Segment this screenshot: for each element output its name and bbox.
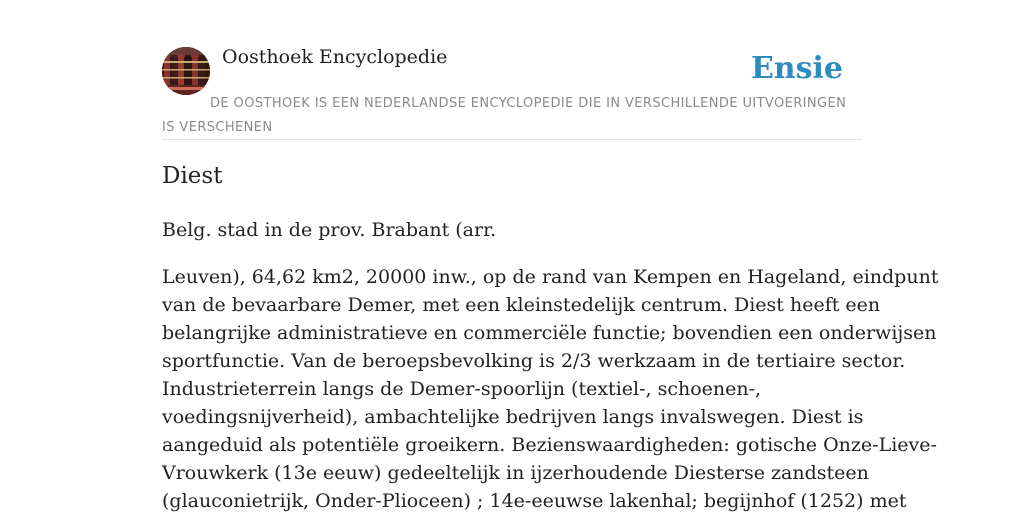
body-line: van de bevaarbare Demer, met een kleinstedelijk centrum. Diest heeft een [162, 294, 881, 316]
encyclopedia-books-icon[interactable] [162, 47, 210, 95]
avatar-image [162, 47, 210, 95]
body-line: belangrijke administratieve en commerciële functie; bovendien een onderwijsen [162, 322, 937, 344]
body-line: sportfunctie. Van de beroepsbevolking is 2/3 werkzaam in de tertiaire sector. [162, 350, 906, 372]
publication-header [162, 0, 862, 140]
article-intro: Belg. stad in de prov. Brabant (arr. [162, 219, 497, 241]
article-title: Diest [162, 163, 223, 189]
brand-logo[interactable]: Ensie [750, 51, 843, 86]
body-line: Industrieterrein langs de Demer-spoorlijn (textiel-, schoenen-, [162, 378, 762, 400]
publication-name[interactable]: Oosthoek Encyclopedie [222, 46, 448, 68]
body-line: aangeduid als potentiële groeikern. Bezienswaardigheden: gotische Onze-Lieve- [162, 434, 937, 456]
body-line: Vrouwkerk (13e eeuw) gedeeltelijk in ijzerhoudende Diesterse zandsteen [162, 462, 869, 484]
body-line: Leuven), 64,62 km2, 20000 inw., op de rand van Kempen en Hageland, eindpunt [162, 266, 939, 288]
article-body [162, 263, 939, 512]
page [162, 0, 939, 512]
publication-tagline: DE OOSTHOEK IS EEN NEDERLANDSE ENCYCLOPEDIE DIE IN VERSCHILLENDE UITVOERINGEN IS VERSCHENEN [162, 96, 847, 135]
body-line: (glauconietrijk, Onder-Plioceen) ; 14e-eeuwse lakenhal; begijnhof (1252) met [162, 490, 907, 512]
body-line: voedingsnijverheid), ambachtelijke bedrijven langs invalswegen. Diest is [162, 406, 864, 428]
